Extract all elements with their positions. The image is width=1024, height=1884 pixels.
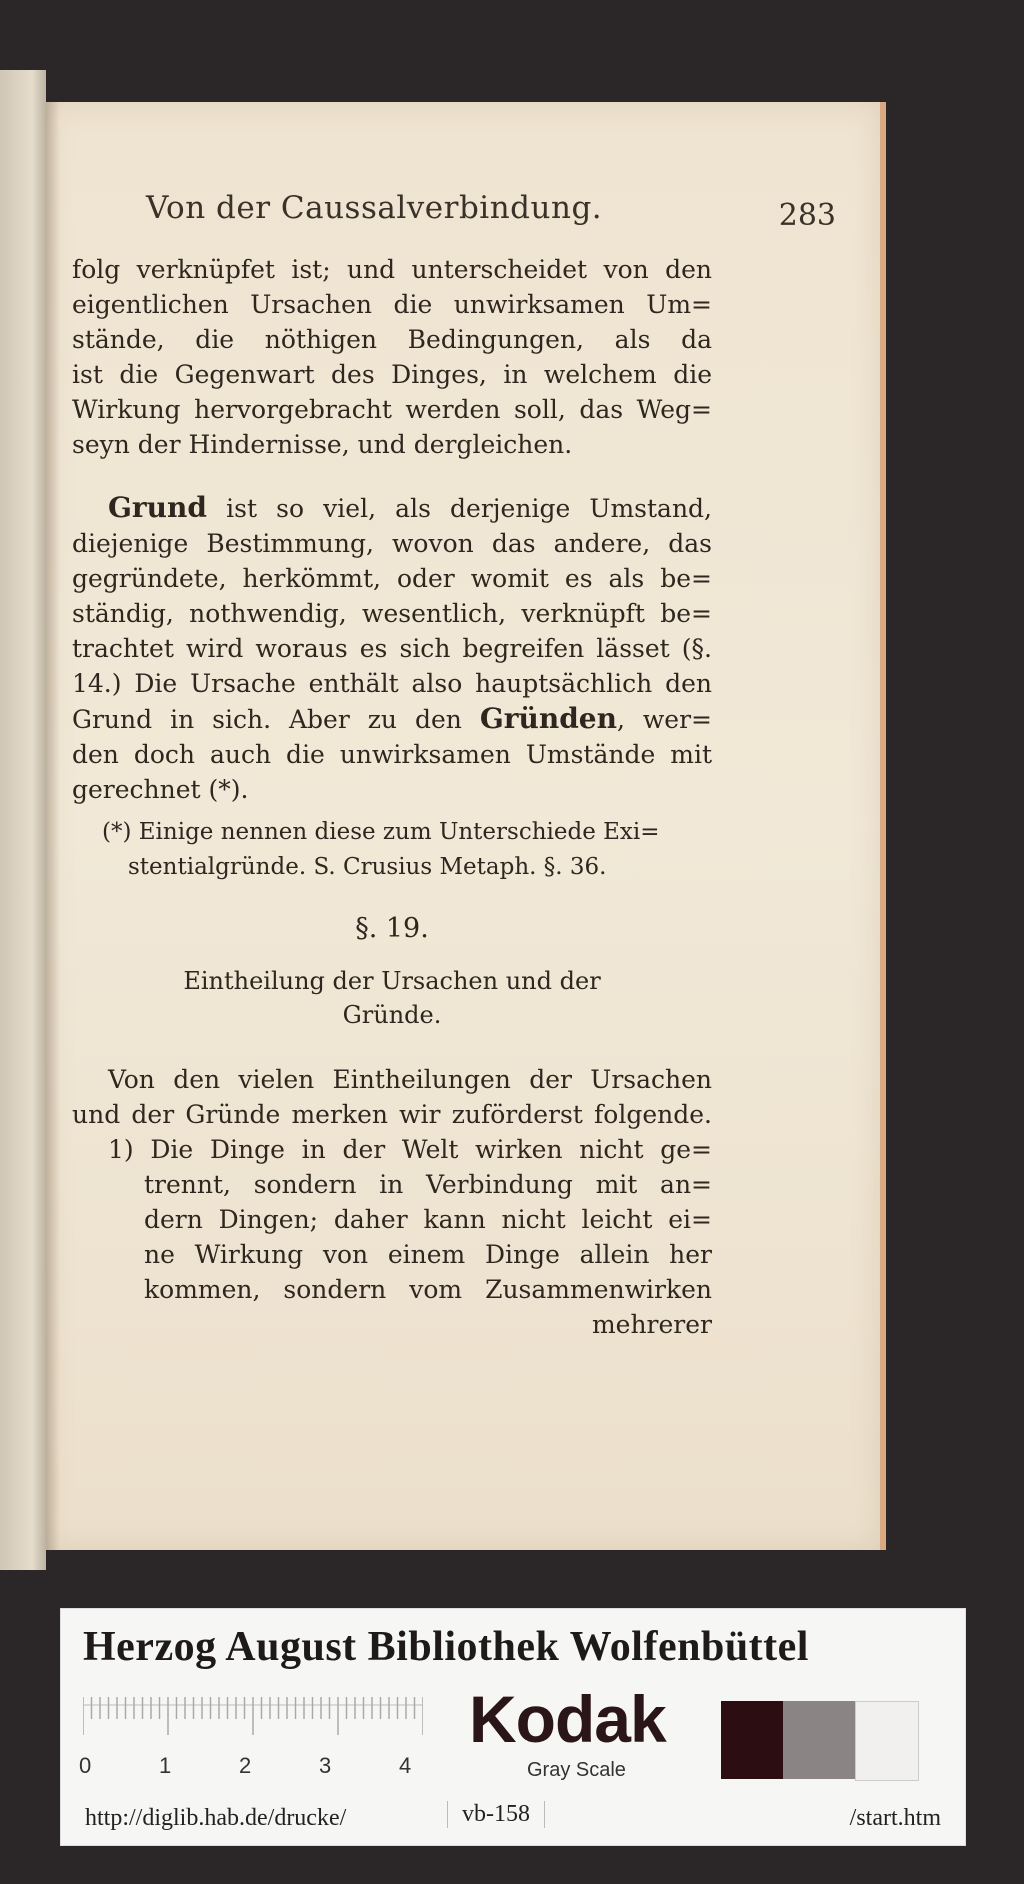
ruler-number: 2 [239, 1753, 252, 1778]
text-line: stände, die nöthigen Bedingungen, als da [72, 325, 712, 354]
scale-ruler [83, 1695, 423, 1739]
term-grund: Grund [108, 491, 207, 524]
list-item-1 [72, 1132, 712, 1342]
page-number: 283 [778, 198, 836, 233]
text-line: ständig, nothwendig, wesentlich, verknüpft be= [72, 599, 712, 628]
paragraph-1 [72, 252, 712, 462]
paragraph-3 [72, 1062, 712, 1132]
term-gruenden: Gründen [479, 702, 617, 735]
text-line: kommen, sondern vom Zusammenwirken [144, 1275, 712, 1304]
library-title: Herzog August Bibliothek Wolfenbüttel [83, 1624, 809, 1670]
text-line: 1) Die Dinge in der Welt wirken nicht ge= [108, 1135, 712, 1164]
page-body [72, 252, 712, 1342]
footnote-line: stentialgründe. S. Crusius Metaph. §. 36. [128, 854, 607, 880]
text-fragment: Grund in sich. Aber zu den [72, 705, 462, 734]
facing-page-fragments [2, 320, 42, 920]
page-gutter [46, 102, 60, 1550]
text-line: und der Gründe merken wir zuförderst folgende. [72, 1100, 712, 1129]
facing-page-edge [0, 70, 46, 1570]
swatch-light [855, 1701, 919, 1781]
text-line: 14.) Die Ursache enthält also hauptsächlich den [72, 669, 712, 698]
library-color-card [60, 1608, 966, 1846]
text-line [72, 490, 712, 526]
section-title-line: Gründe. [342, 1001, 442, 1029]
start-link-text: /start.htm [849, 1805, 941, 1831]
section-number: §. 19. [355, 913, 429, 944]
running-head: Von der Caussalverbindung. [146, 190, 603, 226]
text-line: eigentlichen Ursachen die unwirksamen Um= [72, 290, 712, 319]
section-title-line: Eintheilung der Ursachen und der [183, 967, 601, 995]
ruler-number: 0 [79, 1753, 92, 1778]
paragraph-2 [72, 490, 712, 807]
ruler-number: 3 [319, 1753, 332, 1778]
kodak-logo: Kodak [469, 1682, 666, 1756]
text-line: folg verknüpfet ist; und unterscheidet von den [72, 255, 712, 284]
shelfmark-id: vb-158 [447, 1801, 545, 1828]
text-line: ist die Gegenwart des Dinges, in welchem die [72, 360, 712, 389]
ruler-number: 1 [159, 1753, 172, 1778]
text-line: gerechnet (*). [72, 775, 249, 804]
text-fragment: ist so viel, als derjenige Umstand, [226, 494, 712, 523]
text-line: Von den vielen Eintheilungen der Ursachen [108, 1065, 712, 1094]
text-line: ne Wirkung von einem Dinge allein her [144, 1240, 712, 1269]
footnote-line: (*) Einige nennen diese zum Unterschiede Exi= [102, 819, 660, 845]
swatch-dark [721, 1701, 783, 1779]
text-line: gegründete, herkömmt, oder womit es als be= [72, 564, 712, 593]
footnote [72, 815, 712, 885]
section-title [72, 964, 712, 1032]
swatch-gray [783, 1701, 855, 1779]
text-line: den doch auch die unwirksamen Umstände mit [72, 740, 712, 769]
gray-scale-label: Gray Scale [527, 1759, 626, 1781]
text-fragment: , wer= [616, 705, 712, 734]
ruler-number: 4 [399, 1753, 412, 1778]
text-line: diejenige Bestimmung, wovon das andere, das [72, 529, 712, 558]
text-line: trachtet wird woraus es sich begreifen lässet (§. [72, 634, 712, 663]
source-url: http://diglib.hab.de/drucke/ [85, 1805, 347, 1831]
text-line: trennt, sondern in Verbindung mit an= [144, 1170, 712, 1199]
catchword: mehrerer [591, 1310, 712, 1339]
text-line: seyn der Hindernisse, und dergleichen. [72, 430, 573, 459]
text-line: Wirkung hervorgebracht werden soll, das Weg= [72, 395, 712, 424]
book-page [46, 102, 886, 1550]
text-line [72, 701, 712, 737]
text-line: dern Dingen; daher kann nicht leicht ei= [144, 1205, 712, 1234]
